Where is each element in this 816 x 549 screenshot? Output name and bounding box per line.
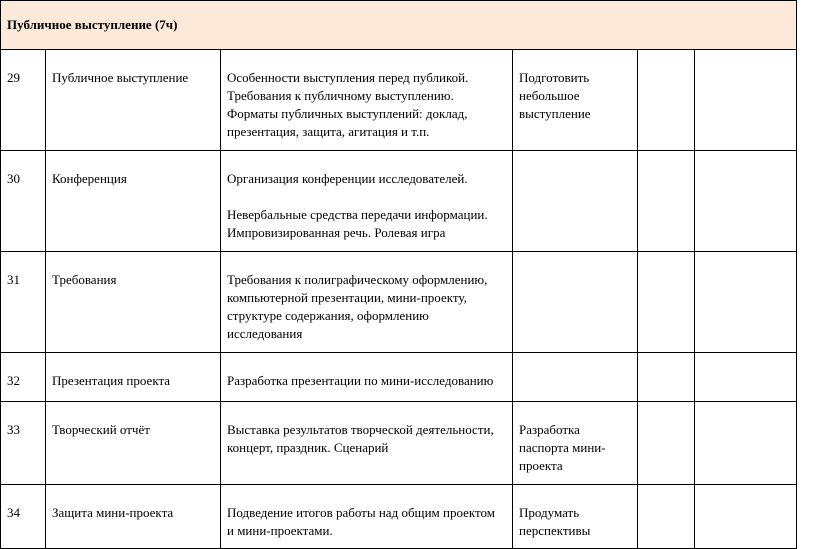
lesson-number: 32 <box>1 353 46 402</box>
lesson-task <box>513 485 638 549</box>
content-line: презентация, защита, агитация и т.п. <box>227 124 430 139</box>
lesson-number: 30 <box>1 151 46 252</box>
empty-cell <box>638 353 695 402</box>
content-line: концерт, праздник. Сценарий <box>227 440 389 455</box>
lesson-task <box>513 353 638 402</box>
table-row <box>1 485 797 549</box>
task-line: Разработка <box>519 422 580 437</box>
task-line: Продумать <box>519 505 580 520</box>
task-line: проекта <box>519 458 563 473</box>
lesson-content <box>221 402 513 485</box>
task-line: паспорта мини- <box>519 440 606 455</box>
content-line: Подведение итогов работы над общим проектом <box>227 505 496 520</box>
content-line: Организация конференции исследователей. <box>227 171 468 186</box>
content-line: компьютерной презентации, мини-проекту, <box>227 290 467 305</box>
lesson-number: 29 <box>1 50 46 151</box>
empty-cell <box>638 151 695 252</box>
lesson-topic: Публичное выступление <box>46 50 221 151</box>
empty-cell <box>695 252 797 353</box>
task-line: выступление <box>519 106 591 121</box>
lesson-topic: Творческий отчёт <box>46 402 221 485</box>
empty-cell <box>695 353 797 402</box>
empty-cell <box>695 402 797 485</box>
lesson-task <box>513 252 638 353</box>
lesson-task <box>513 50 638 151</box>
lesson-number: 33 <box>1 402 46 485</box>
content-line: структуре содержания, оформлению <box>227 308 429 323</box>
table-row <box>1 353 797 402</box>
lesson-content <box>221 50 513 151</box>
lesson-content <box>221 485 513 549</box>
empty-cell <box>695 50 797 151</box>
content-line: Требования к полиграфическому оформлению, <box>227 272 488 287</box>
task-line: Подготовить <box>519 70 590 85</box>
empty-cell <box>695 485 797 549</box>
content-line: Требования к публичному выступлению. <box>227 88 454 103</box>
lesson-topic: Требования <box>46 252 221 353</box>
empty-cell <box>638 402 695 485</box>
content-line: и мини-проектами. <box>227 523 333 538</box>
content-line: Особенности выступления перед публикой. <box>227 70 469 85</box>
lesson-content <box>221 353 513 402</box>
content-line: Разработка презентации по мини-исследованию <box>227 373 494 388</box>
table-row <box>1 50 797 151</box>
task-line: перспективы <box>519 523 591 538</box>
table-row <box>1 151 797 252</box>
lesson-topic: Защита мини-проекта <box>46 485 221 549</box>
lesson-number: 34 <box>1 485 46 549</box>
table-row <box>1 402 797 485</box>
content-line: Форматы публичных выступлений: доклад, <box>227 106 468 121</box>
empty-cell <box>695 151 797 252</box>
lesson-topic: Презентация проекта <box>46 353 221 402</box>
lesson-task <box>513 402 638 485</box>
content-line: Выставка результатов творческой деятельности, <box>227 422 494 437</box>
lesson-content <box>221 252 513 353</box>
empty-cell <box>638 485 695 549</box>
table-row <box>1 252 797 353</box>
empty-cell <box>638 252 695 353</box>
content-line: Импровизированная речь. Ролевая игра <box>227 225 446 240</box>
lesson-content <box>221 151 513 252</box>
lesson-task <box>513 151 638 252</box>
content-line: исследования <box>227 326 303 341</box>
section-title: Публичное выступление (7ч) <box>1 1 797 50</box>
lesson-topic: Конференция <box>46 151 221 252</box>
task-line: небольшое <box>519 88 580 103</box>
content-line: Невербальные средства передачи информации. <box>227 207 488 222</box>
empty-cell <box>638 50 695 151</box>
lesson-number: 31 <box>1 252 46 353</box>
section-header-row <box>1 1 797 50</box>
